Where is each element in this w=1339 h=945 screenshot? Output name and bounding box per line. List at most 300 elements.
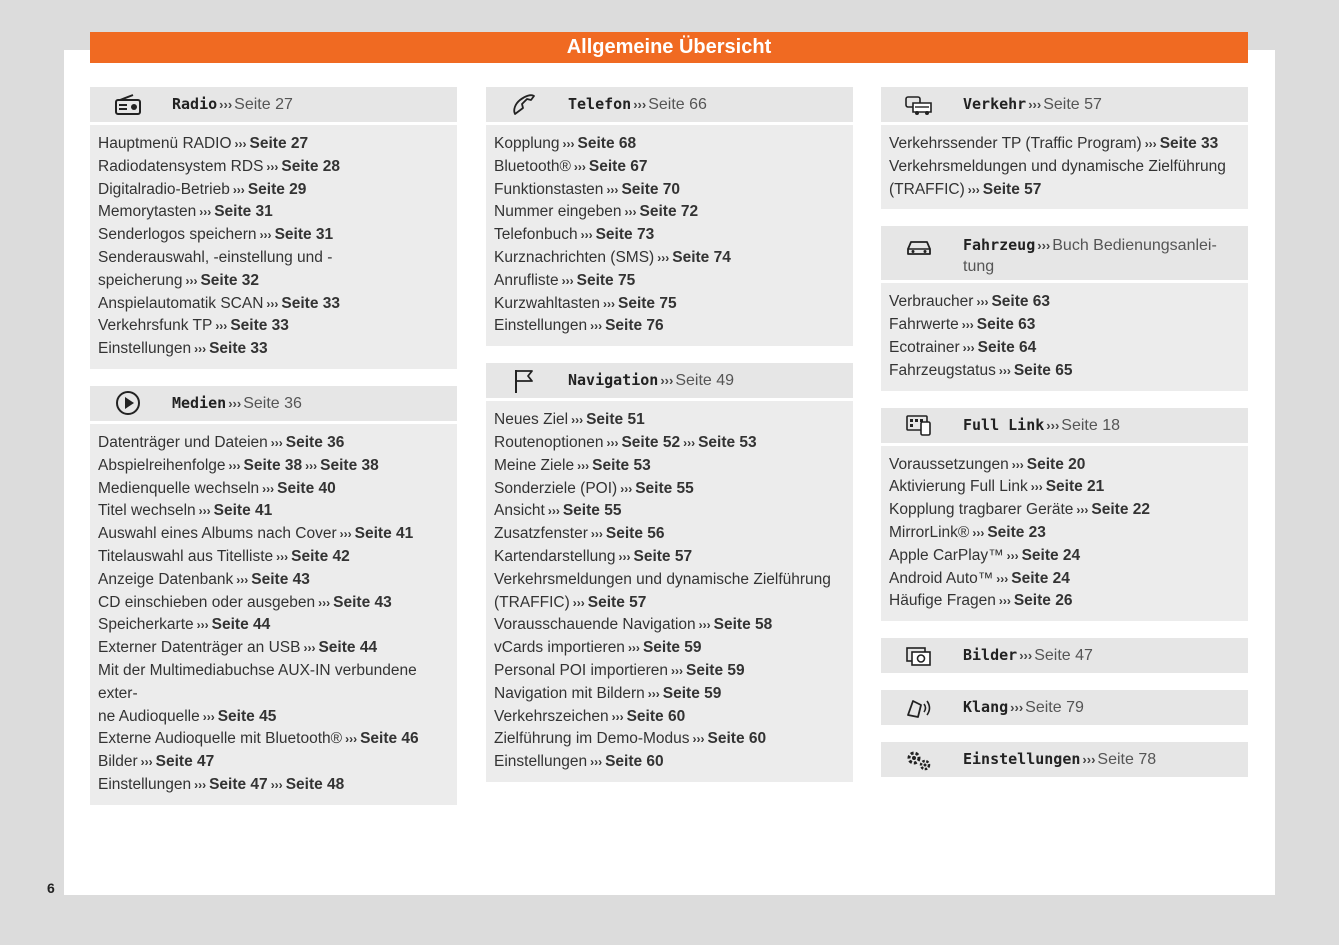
section-body-verkehr [881,125,1248,209]
item-label-continued: ne Audioquelle [98,707,200,725]
section-page-link[interactable]: Seite 18 [1061,416,1120,434]
section-body-fahrzeug [881,283,1248,390]
section-title: Medien [172,393,227,412]
item-label: Abspielreihenfolge [98,456,226,474]
list-item[interactable] [494,224,845,247]
section-header-full-link[interactable] [881,408,1248,443]
page-reference-link[interactable]: Seite 75 [617,294,677,312]
play-icon [106,390,150,416]
item-label: Neues Ziel [494,411,569,429]
page-reference-link[interactable]: Seite 60 [707,730,767,748]
item-label: Auswahl eines Albums nach Cover [98,525,337,543]
section-header-radio[interactable] [90,87,457,122]
arrow-icon: ››› [618,549,631,564]
page-reference-link[interactable]: Seite 44 [318,639,378,657]
page-title: Allgemeine Übersicht [90,32,1248,63]
list-item[interactable] [98,774,449,797]
arrow-icon: ››› [972,525,985,540]
arrow-icon: ››› [1006,548,1019,563]
page-reference-link[interactable]: Seite 42 [291,547,350,565]
section-page-link[interactable]: Seite 47 [1034,647,1093,665]
arrow-icon: ››› [967,182,980,197]
flag-icon [502,368,546,394]
list-item[interactable] [889,291,1240,314]
arrow-icon: ››› [602,296,615,311]
arrow-icon: ››› [692,732,705,747]
list-item[interactable] [494,706,845,729]
arrow-icon: ››› [202,709,215,724]
list-item[interactable] [889,133,1240,156]
arrow-icon: ››› [194,777,207,792]
arrow-icon: ››› [580,228,593,243]
arrow-icon: ››› [606,182,619,197]
item-label: Medienquelle wechseln [98,479,260,497]
list-item[interactable] [494,637,845,660]
page-reference-link[interactable]: Seite 59 [662,684,722,702]
arrow-icon: ››› [266,159,279,174]
arrow-icon: ››› [1046,417,1060,433]
arrow-icon: ››› [998,363,1011,378]
item-label: Ecotrainer [889,338,960,356]
item-label: Anspielautomatik SCAN [98,294,264,312]
item-label: Hauptmenü RADIO [98,135,232,152]
list-item[interactable] [494,728,845,751]
section-body-navigation [486,401,853,782]
arrow-icon: ››› [976,295,989,310]
arrow-icon: ››› [140,755,153,770]
page-reference-link[interactable]: Seite 60 [626,707,686,725]
list-item[interactable] [494,614,845,637]
page-reference-link[interactable]: Seite 55 [562,502,622,520]
list-item[interactable] [494,247,845,270]
item-label: Apple CarPlay™ [889,546,1004,564]
car-icon [897,237,941,257]
column-middle [486,87,853,782]
item-label: Titel wechseln [98,502,196,520]
full-link-icon [897,414,941,436]
page-reference-link[interactable]: Seite 59 [686,661,745,679]
list-item[interactable] [98,432,449,455]
arrow-icon: ››› [194,342,207,357]
page-reference-link[interactable]: Seite 26 [1013,592,1073,610]
page-reference-link[interactable]: Seite 47 [209,775,268,793]
list-item[interactable] [494,133,845,156]
page-reference-link[interactable]: Seite 48 [285,775,345,793]
item-label: Anzeige Datenbank [98,570,234,588]
arrow-icon: ››› [276,549,289,564]
arrow-icon: ››› [1028,97,1042,112]
list-item[interactable] [98,315,449,338]
list-item[interactable] [98,201,449,224]
list-item[interactable] [98,224,449,247]
item-label: Android Auto™ [889,569,994,587]
page-reference-link[interactable]: Seite 43 [251,570,310,588]
item-label: Datenträger und Dateien [98,433,268,451]
column-right [881,87,1248,777]
traffic-icon [897,94,941,116]
item-label: Personal POI importieren [494,661,669,679]
arrow-icon: ››› [1037,238,1051,254]
section-page-link[interactable]: Seite 57 [1043,96,1102,113]
arrow-icon: ››› [215,319,228,334]
item-label: Einstellungen [98,775,192,793]
list-item[interactable] [494,315,845,338]
list-item[interactable] [98,660,449,728]
item-label: Routenoptionen [494,433,604,451]
list-item[interactable] [494,156,845,179]
arrow-icon: ››› [196,618,209,633]
list-item[interactable] [494,660,845,683]
list-item[interactable] [98,455,449,478]
list-item[interactable] [494,293,845,316]
page-reference-link[interactable]: Seite 75 [576,271,636,289]
page-reference-link[interactable]: Seite 45 [217,707,277,725]
page-reference-link[interactable]: Seite 36 [285,433,345,451]
arrow-icon: ››› [998,594,1011,609]
item-label: Speicherkarte [98,616,194,634]
page-reference-link[interactable]: Seite 22 [1091,501,1151,519]
list-item[interactable] [889,337,1240,360]
page-reference-link[interactable]: Seite 53 [698,433,757,451]
list-item[interactable] [98,523,449,546]
page-reference-link[interactable]: Seite 57 [982,180,1042,198]
section-page-link-continued[interactable]: tung [963,258,995,276]
list-item[interactable] [494,270,845,293]
list-item[interactable] [98,156,449,179]
item-label: Zielführung im Demo-Modus [494,730,690,748]
list-item[interactable] [889,545,1240,568]
list-item[interactable] [98,247,449,293]
section-header-telefon[interactable] [486,87,853,122]
page-reference-link[interactable]: Seite 63 [976,316,1036,334]
page-reference-link[interactable]: Seite 46 [360,730,419,748]
list-item[interactable] [98,133,449,156]
item-label: Verkehrszeichen [494,707,609,725]
list-item[interactable] [98,637,449,660]
item-label: Verkehrsfunk TP [98,317,213,335]
list-item[interactable] [98,179,449,202]
list-item[interactable] [889,499,1240,522]
page-reference-link[interactable]: Seite 33 [230,317,289,335]
section-header-fahrzeug[interactable] [881,226,1248,280]
arrow-icon: ››› [236,572,249,587]
arrow-icon: ››› [262,481,275,496]
item-label: Häufige Fragen [889,592,996,610]
list-item[interactable] [494,432,845,455]
list-item[interactable] [889,568,1240,591]
arrow-icon: ››› [606,435,619,450]
list-item[interactable] [494,455,845,478]
item-label: Einstellungen [494,753,588,771]
arrow-icon: ››› [219,97,233,112]
item-label: Memorytasten [98,203,197,221]
item-label: Sonderziele (POI) [494,479,618,497]
list-item[interactable] [889,522,1240,545]
arrow-icon: ››› [228,395,242,411]
arrow-icon: ››› [624,205,637,220]
section-page-link[interactable]: Buch Bedienungsanlei- [1052,237,1217,255]
section-header-navigation[interactable] [486,363,853,398]
page-reference-link[interactable]: Seite 24 [1011,569,1070,587]
item-label: Bilder [98,753,138,771]
section-header-bilder[interactable] [881,638,1248,673]
item-label: Fahrzeugstatus [889,361,996,379]
section-body-full-link [881,446,1248,622]
arrow-icon: ››› [572,595,585,610]
page-reference-link[interactable]: Seite 56 [605,525,665,543]
item-label-continued: (TRAFFIC) [889,180,965,198]
arrow-icon: ››› [633,97,647,112]
page-number: 6 [47,880,55,896]
section-title: Einstellungen [963,750,1081,769]
item-label: Kopplung [494,135,560,152]
item-label: Einstellungen [98,340,192,358]
list-item[interactable] [98,478,449,501]
arrow-icon: ››› [339,527,352,542]
arrow-icon: ››› [660,373,674,389]
arrow-icon: ››› [1144,137,1157,151]
page-reference-link[interactable]: Seite 70 [621,180,681,198]
pictures-icon [897,645,941,667]
page-reference-link[interactable]: Seite 31 [214,203,273,221]
arrow-icon: ››› [232,182,245,197]
page-reference-link[interactable]: Seite 68 [577,135,637,152]
list-item[interactable] [98,592,449,615]
list-item[interactable] [494,751,845,774]
list-item[interactable] [98,546,449,569]
arrow-icon: ››› [671,663,684,678]
list-item[interactable] [889,590,1240,613]
arrow-icon: ››› [228,458,241,473]
section-body-medien [90,424,457,805]
page-reference-link[interactable]: Seite 43 [333,593,392,611]
item-label: Externer Datenträger an USB [98,639,301,657]
section-title: Radio [172,95,218,113]
item-label: Telefonbuch [494,226,578,244]
section-body-radio [90,125,457,369]
arrow-icon: ››› [345,732,358,747]
page-reference-link[interactable]: Seite 24 [1021,546,1081,564]
page-reference-link[interactable]: Seite 29 [247,180,307,198]
page-reference-link[interactable]: Seite 38 [243,456,303,474]
item-label: Zusatzfenster [494,525,588,543]
page-reference-link[interactable]: Seite 23 [987,523,1046,541]
section-header-klang[interactable] [881,690,1248,725]
item-label: Bluetooth® [494,157,571,175]
arrow-icon: ››› [562,137,575,151]
section-title: Navigation [568,371,659,390]
item-label: Kurzwahltasten [494,294,600,312]
item-label: Navigation mit Bildern [494,684,645,702]
page-reference-link[interactable]: Seite 28 [281,157,341,175]
arrow-icon: ››› [590,527,603,542]
page-reference-link[interactable]: Seite 27 [249,135,309,152]
item-label: Vorausschauende Navigation [494,616,696,634]
item-label: Kurznachrichten (SMS) [494,248,655,266]
arrow-icon: ››› [1030,480,1043,495]
list-item[interactable] [494,179,845,202]
item-label: Ansicht [494,502,545,520]
page-reference-link[interactable]: Seite 20 [1026,455,1086,473]
settings-gears-icon [897,748,941,772]
page-reference-link[interactable]: Seite 55 [635,479,694,497]
list-item[interactable] [494,409,845,432]
list-item[interactable] [494,569,845,615]
section-title: Full Link [963,415,1045,434]
page-reference-link[interactable]: Seite 64 [977,338,1037,356]
page-reference-link[interactable]: Seite 73 [595,226,655,244]
page-reference-link[interactable]: Seite 21 [1045,478,1105,496]
section-page-link[interactable]: Seite 27 [234,96,293,113]
list-item[interactable] [494,546,845,569]
arrow-icon: ››› [620,481,633,496]
section-title: Klang [963,698,1009,717]
page-reference-link[interactable]: Seite 33 [209,340,268,358]
arrow-icon: ››› [590,755,603,770]
page-reference-link[interactable]: Seite 52 [621,433,681,451]
arrow-icon: ››› [627,641,640,656]
sound-icon [897,696,941,720]
arrow-icon: ››› [185,273,198,288]
page-reference-link[interactable]: Seite 59 [642,639,702,657]
item-label: Senderauswahl, -einstellung und -speicherung [98,248,333,289]
item-label: Verkehrssender TP (Traffic Program) [889,135,1142,152]
list-item[interactable] [494,500,845,523]
arrow-icon: ››› [1010,700,1024,716]
arrow-icon: ››› [683,435,696,450]
page-reference-link[interactable]: Seite 44 [211,616,271,634]
item-label: Anrufliste [494,271,559,289]
section-body-telefon [486,125,853,346]
list-item[interactable] [889,314,1240,337]
arrow-icon: ››› [647,686,660,701]
item-label: Kopplung tragbarer Geräte [889,501,1074,519]
item-label: Digitalradio-Betrieb [98,180,230,198]
section-title: Bilder [963,646,1018,665]
page-reference-link[interactable]: Seite 51 [586,411,645,429]
arrow-icon: ››› [270,777,283,792]
item-label: Verkehrsmeldungen und dynamische Zielführung [889,157,1226,175]
section-page-link[interactable]: Seite 79 [1025,699,1084,717]
item-label: Aktivierung Full Link [889,478,1028,496]
arrow-icon: ››› [1011,457,1024,472]
page-reference-link[interactable]: Seite 33 [1159,135,1219,152]
page-reference-link[interactable]: Seite 74 [672,248,731,266]
arrow-icon: ››› [1082,752,1096,768]
item-label: Nummer eingeben [494,203,622,221]
item-label: Meine Ziele [494,456,575,474]
page-reference-link[interactable]: Seite 65 [1013,361,1073,379]
list-item[interactable] [494,478,845,501]
arrow-icon: ››› [305,458,318,473]
item-label: Voraussetzungen [889,455,1009,473]
list-item[interactable] [98,569,449,592]
page-reference-link[interactable]: Seite 53 [592,456,651,474]
page-reference-link[interactable]: Seite 47 [155,753,215,771]
arrow-icon: ››› [1019,648,1033,664]
list-item[interactable] [889,360,1240,383]
section-page-link[interactable]: Seite 49 [675,372,735,390]
list-item[interactable] [494,683,845,706]
arrow-icon: ››› [657,250,670,265]
section-title: Fahrzeug [963,236,1036,255]
page-reference-link[interactable]: Seite 57 [587,593,647,611]
section-title: Telefon [568,95,632,113]
item-label: Kartendarstellung [494,547,616,565]
section-page-link[interactable]: Seite 78 [1097,751,1157,769]
page-reference-link[interactable]: Seite 76 [605,317,664,335]
page-reference-link[interactable]: Seite 41 [213,502,273,520]
arrow-icon: ››› [234,137,247,151]
radio-icon [106,94,150,116]
arrow-icon: ››› [266,296,279,311]
arrow-icon: ››› [962,340,975,355]
page-reference-link[interactable]: Seite 41 [354,525,414,543]
list-item[interactable] [889,454,1240,477]
page-reference-link[interactable]: Seite 67 [588,157,648,175]
item-label: Mit der Multimediabuchse AUX-IN verbundene exter- [98,661,417,702]
section-title: Verkehr [963,95,1027,113]
page-reference-link[interactable]: Seite 57 [633,547,693,565]
section-header-medien[interactable] [90,386,457,421]
item-label: Externe Audioquelle mit Bluetooth® [98,730,343,748]
list-item[interactable] [494,523,845,546]
list-item[interactable] [889,476,1240,499]
arrow-icon: ››› [571,413,584,428]
arrow-icon: ››› [561,273,574,288]
arrow-icon: ››› [996,571,1009,586]
section-header-einstellungen[interactable] [881,742,1248,777]
item-label: MirrorLink® [889,523,970,541]
list-item[interactable] [98,293,449,316]
arrow-icon: ››› [573,159,586,174]
item-label: Fahrwerte [889,316,959,334]
page-reference-link[interactable]: Seite 63 [991,293,1051,311]
item-label: Funktionstasten [494,180,604,198]
item-label: Verkehrsmeldungen und dynamische Zielführung [494,570,831,588]
list-item[interactable] [98,751,449,774]
page-reference-link[interactable]: Seite 38 [320,456,379,474]
list-item[interactable] [98,728,449,751]
list-item[interactable] [889,156,1240,202]
item-label: Verbraucher [889,293,974,311]
page-reference-link[interactable]: Seite 58 [713,616,773,634]
page-reference-link[interactable]: Seite 60 [605,753,664,771]
column-left [90,87,457,805]
list-item[interactable] [494,201,845,224]
item-label: Senderlogos speichern [98,226,257,244]
page-reference-link[interactable]: Seite 72 [639,203,699,221]
section-header-verkehr[interactable] [881,87,1248,122]
section-page-link[interactable]: Seite 36 [243,394,302,412]
item-label-continued: (TRAFFIC) [494,593,570,611]
section-page-link[interactable]: Seite 66 [648,96,707,113]
arrow-icon: ››› [1076,503,1089,518]
page-reference-link[interactable]: Seite 40 [277,479,336,497]
item-label: Radiodatensystem RDS [98,157,264,175]
arrow-icon: ››› [303,641,316,656]
arrow-icon: ››› [611,709,624,724]
item-label: vCards importieren [494,639,625,657]
item-label: CD einschieben oder ausgeben [98,593,316,611]
list-item[interactable] [98,338,449,361]
arrow-icon: ››› [698,618,711,633]
page-reference-link[interactable]: Seite 32 [200,271,260,289]
page-reference-link[interactable]: Seite 31 [274,226,334,244]
list-item[interactable] [98,614,449,637]
page-reference-link[interactable]: Seite 33 [281,294,341,312]
list-item[interactable] [98,500,449,523]
